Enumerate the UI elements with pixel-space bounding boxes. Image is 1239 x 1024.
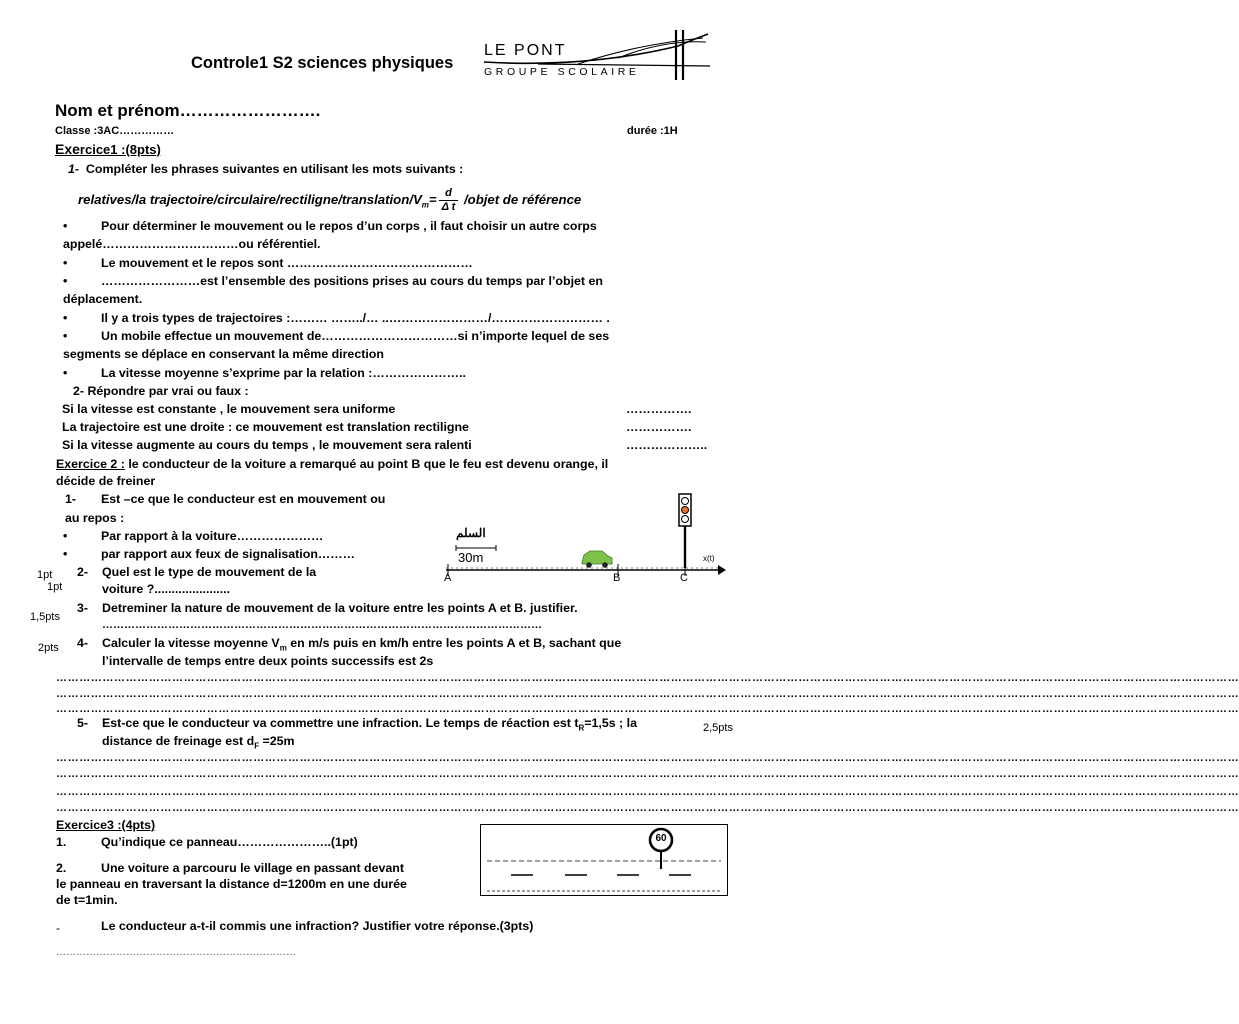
exercise2-intro-line2: décide de freiner <box>56 474 156 488</box>
ex2-q2-line1: Quel est le type de mouvement de la <box>102 565 317 579</box>
ex2-q5-line2-b: =25m <box>259 734 295 748</box>
ex2-q3-number: 3- <box>77 601 89 615</box>
bullet-2: • Le mouvement et le repos sont ……………………………………… <box>101 256 473 270</box>
ex2-q4-line1 <box>102 636 621 652</box>
ex2-q1-b: • par rapport aux feux de signalisation……… <box>101 547 355 561</box>
answer-line: ……………………………………………………………………………………………………………………………………………………………………………………………………………………………………………………………………………… <box>56 786 1239 798</box>
tf-statement-1: Si la vitesse est constante , le mouvement sera uniforme <box>62 402 396 416</box>
ex2-q2-number: 2- <box>77 565 89 579</box>
tf-answer-2: ……………. <box>626 420 692 434</box>
word-bank-right: /objet de référence <box>463 191 582 207</box>
exercise1-heading-rest: rcice1 :(8pts) <box>79 142 161 157</box>
scale-arabic-label: السلم <box>456 526 486 540</box>
fraction-numerator: d <box>439 187 459 201</box>
points-1a: 1pt <box>37 569 53 581</box>
ex2-q4-line1-a: Calculer la vitesse moyenne V <box>102 636 280 650</box>
ex2-q5-number: 5- <box>77 716 89 730</box>
bullet-1-line2: appelé……………………………ou référentiel. <box>63 237 321 251</box>
ex3-q2-line3: de t=1min. <box>56 893 118 907</box>
ex3-q3-text: Le conducteur a-t-il commis une infraction? Justifier votre réponse.(3pts) <box>101 919 534 933</box>
tf-statement-3: Si la vitesse augmente au cours du temps , le mouvement sera ralenti <box>62 438 472 452</box>
scale-label: 30m <box>458 550 484 565</box>
point-b-label: B <box>613 572 621 584</box>
ex2-q1-line1: Est –ce que le conducteur est en mouvement ou <box>101 492 386 506</box>
tf-answer-3: ……………….. <box>626 438 708 452</box>
ex2-q4-number: 4- <box>77 636 89 650</box>
ex2-q1-a: • Par rapport à la voiture………………… <box>101 529 323 543</box>
answer-line: ……………………………………………………………………………………………………………………………………………………………………………………………………………………………………………………………………………… <box>56 688 1239 700</box>
bullet-1-line1: • Pour déterminer le mouvement ou le repos d’un corps , il faut choisir un autre corps <box>101 219 597 233</box>
ex2-q4-line1-b: en m/s puis en km/h entre les points A et B, sachant que <box>286 636 622 650</box>
ex2-q2-line2: voiture ?...................... <box>102 582 231 596</box>
points-3: 2pts <box>38 642 59 654</box>
road-scene <box>481 825 727 895</box>
points-1b: 1pt <box>47 581 63 593</box>
answer-line: ……………………………………………………………………………………………………………………………………………………………………………………………………………………………………………………………………………… <box>56 802 1239 814</box>
answer-line: ……………………………………………………………………………………………………………………………………………………………………………………………………………………………………………………………………………… <box>56 768 1239 780</box>
ex2-q3-line1: Detreminer la nature de mouvement de la voiture entre les points A et B. justifier. <box>102 601 578 615</box>
answer-line: ……………………………………………………………………………………………………………………………………………………………………………………………………………………………………………………………………………… <box>56 752 1239 764</box>
logo-text-top: LE PONT <box>484 42 567 59</box>
ex1-question2: 2- Répondre par vrai ou faux : <box>73 384 249 398</box>
points-2: 1,5pts <box>30 611 60 623</box>
ex3-dash: - <box>56 921 61 935</box>
bullet-5-line2: segments se déplace en conservant la même direction <box>63 347 384 361</box>
ex2-q5-sub-f: F <box>254 741 260 751</box>
exercise1-heading-ex: Exe <box>55 141 80 157</box>
ex3-q2-line2: le panneau en traversant la distance d=1200m en une durée <box>56 877 407 891</box>
tf-answer-1: ……………. <box>626 402 692 416</box>
word-bank <box>78 187 581 214</box>
fraction-denominator: Δ t <box>441 201 456 213</box>
speed-limit-value: 60 <box>655 833 667 844</box>
word-bank-eq: = <box>428 191 437 207</box>
speed-sign-panel <box>480 824 728 896</box>
axis-arrow-icon <box>718 565 726 575</box>
ex3-q1-number: 1. <box>56 835 67 849</box>
ex2-q5-line2 <box>102 734 295 750</box>
duration: durée :1H <box>627 125 678 137</box>
ex2-q5-line1 <box>102 716 637 732</box>
exercise2-intro-text: le conducteur de la voiture a remarqué au point B que le feu est devenu orange, il <box>124 457 609 471</box>
ex2-q4-line2: l’intervalle de temps entre deux points successifs est 2s <box>102 654 434 668</box>
class-field: Classe :3AC…………… <box>55 125 175 137</box>
logo-text-bottom: GROUPE SCOLAIRE <box>484 66 640 78</box>
ex2-q1-number: 1- <box>65 492 77 506</box>
ex3-answer-line: ……………………………………………………………… <box>56 947 296 958</box>
bullet-5-line1: • Un mobile effectue un mouvement de……………………………si n’importe lequel de ses <box>101 329 609 343</box>
ex3-q2-line1: Une voiture a parcouru le village en passant devant <box>101 861 404 875</box>
answer-line: ……………………………………………………………………………………………………………………………………………………………………………………………………………………………………………………………………………… <box>56 672 1239 684</box>
points-5: 2,5pts <box>703 722 733 734</box>
ex1-q1-text: Compléter les phrases suivantes en utilisant les mots suivants : <box>85 162 464 176</box>
answer-line: ……………………………………………………………………………………………………………………………………………………………………………………………………………………………………………………………………………… <box>56 703 1239 715</box>
ex2-q4-sub: m <box>279 643 287 653</box>
ex2-q5-line1-a: Est-ce que le conducteur va commettre une infraction. Le temps de réaction est t <box>102 716 579 730</box>
ex3-q2-number: 2. <box>56 861 67 875</box>
bullet-3-line1: • ……………………est l’ensemble des positions prises au cours du temps par l’objet en <box>101 274 603 288</box>
bullet-3-line2: déplacement. <box>63 292 143 306</box>
ex2-q1-line2: au repos : <box>65 511 125 525</box>
ex2-q3-line2: ………………………………………………………………………………………………………… <box>102 619 542 631</box>
exercise2-intro <box>56 457 608 471</box>
axis-label: x(t) <box>703 554 715 563</box>
ex1-q1-number: 1- <box>68 162 80 176</box>
page-title: Controle1 S2 sciences physiques <box>191 54 454 72</box>
school-logo <box>478 28 714 82</box>
car-icon <box>582 551 612 568</box>
ex2-q5-line2-a: distance de freinage est d <box>102 734 255 748</box>
exercise2-heading: Exercice 2 : <box>56 457 125 471</box>
bullet-6: • La vitesse moyenne s’exprime par la relation :………………….. <box>101 366 466 380</box>
word-bank-left: relatives/la trajectoire/circulaire/rectiligne/translation/V <box>78 191 422 207</box>
tf-statement-2: La trajectoire est une droite : ce mouvement est translation rectiligne <box>62 420 469 434</box>
word-bank-sub: m <box>421 200 429 210</box>
point-a-label: A <box>444 572 452 584</box>
motion-diagram <box>438 488 728 588</box>
bullet-4: • Il y a trois types de trajectoires :……… ……../… ..……………………/……………………… . <box>101 311 610 325</box>
ex3-q1-text: Qu’indique ce panneau…………………..(1pt) <box>101 835 358 849</box>
name-field: Nom et prénom……………………. <box>55 101 321 120</box>
point-c-label: C <box>680 572 688 584</box>
exercise3-heading: Exercice3 :(4pts) <box>56 818 156 832</box>
ex2-q5-line1-b: =1,5s ; la <box>584 716 637 730</box>
exercise1-heading <box>55 141 161 157</box>
ex1-question1 <box>68 162 463 176</box>
ex2-q5-sub-r: R <box>578 723 585 733</box>
velocity-fraction <box>439 187 459 214</box>
